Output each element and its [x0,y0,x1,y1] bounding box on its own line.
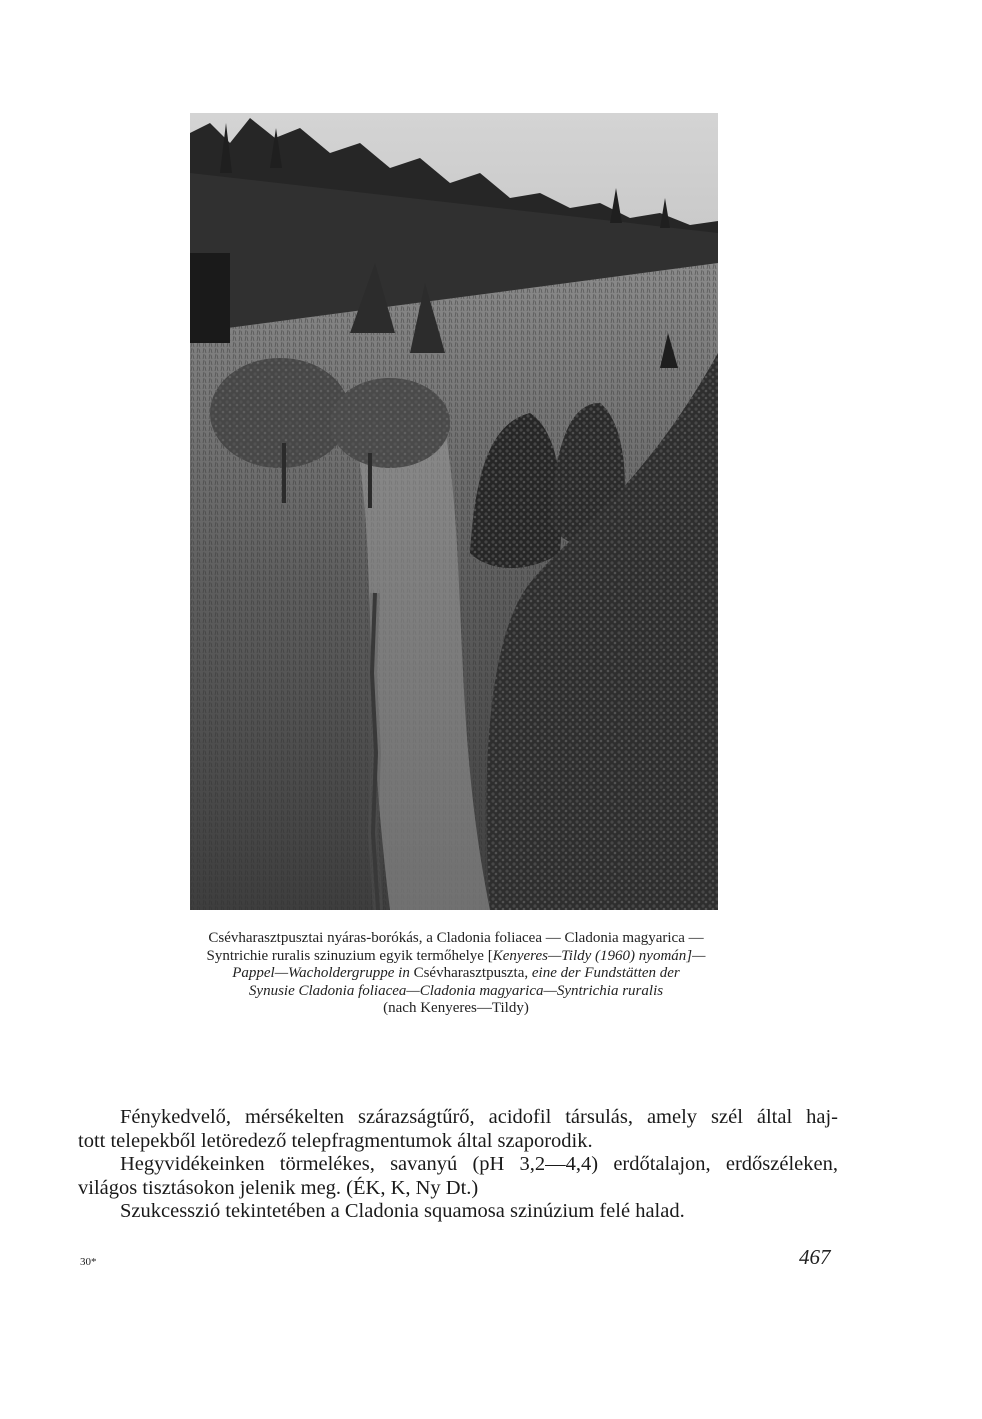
caption-line: (nach Kenyeres—Tildy) [383,1000,529,1016]
paragraph-line: Fénykedvelő, mérsékelten szárazságtűrő, acidofil társulás, amely szél által haj- [120,1106,838,1128]
caption-german-text: eine der Fundstätten der [531,965,680,981]
page-number: 467 [799,1245,831,1269]
paragraph-line: Hegyvidékeinken törmelékes, savanyú (pH 3,2—4,4) erdőtalajon, erdőszéleken, [120,1153,838,1176]
body-text [78,1106,838,1224]
caption-place-name: Csévharasztpuszta, [409,965,532,981]
paragraph-line: tott telepekből letöredező telepfragmentumok által szaporodik. [78,1129,593,1152]
caption-line [118,983,794,1001]
figure-caption [118,930,794,1018]
caption-line [118,965,794,983]
landscape-photo-icon [190,113,718,910]
landscape-photograph [190,113,718,910]
caption-line: Csévharasztpusztai nyáras-borókás, a Cladonia foliacea — Cladonia magyarica — [208,930,704,946]
paragraph-line: Szukcesszió tekintetében a Cladonia squamosa szinúzium felé halad. [120,1200,685,1223]
caption-text: Syntrichie ruralis szinuzium egyik termőhelye [ [206,947,493,964]
signature-mark: 30* [80,1256,97,1268]
paragraph-line: világos tisztásokon jelenik meg. (ÉK, K, Ny Dt.) [78,1176,479,1199]
caption-citation: Kenyeres—Tildy (1960) nyomán]— [492,947,706,964]
caption-line [118,948,794,966]
caption-german-text: Synusie Cladonia foliacea—Cladonia magyarica—Syntrichia ruralis [248,982,664,999]
caption-german-text: Pappel—Wacholdergruppe in [232,965,410,981]
